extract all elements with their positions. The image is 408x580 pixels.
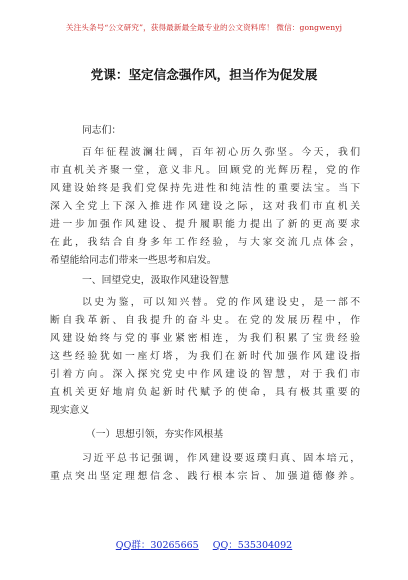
qq-contact-link[interactable]: QQ：535304092 [212,540,293,551]
paragraph-line: 市直机关齐聚一堂，意义非凡。回顾党的光辉历程，党的作 [50,165,360,176]
subsection-heading: （一）思想引领，夯实作风根基 [86,429,224,440]
salutation: 同志们： [82,125,122,136]
paragraph-line: 风建设始终是我们党保持先进性和纯洁性的重要法宝。当下 [50,183,360,194]
paragraph-line: 进一步加强作风建设、提升履职能力提出了新的更高要求 [50,219,360,230]
paragraph-line: 在此，我结合自身多年工作经验，与大家交流几点体会， [50,237,360,248]
paragraph-line: 习近平总书记强调，作风建设要返璞归真、固本培元， [82,453,360,464]
paragraph-line: 以史为鉴，可以知兴替。党的作风建设史，是一部不 [82,297,360,308]
paragraph-line: 现实意义 [50,405,90,416]
section-heading: 一、回望党史，汲取作风建设智慧 [82,275,229,286]
paragraph-line: 断自我革新、自我提升的奋斗史。在党的发展历程中，作 [50,315,360,326]
paragraph-line: 希望能给同志们带来一些思考和启发。 [50,255,217,266]
paragraph-line: 重点突出坚定理想信念、践行根本宗旨、加强道德修养。 [50,471,360,482]
header-banner: 关注头条号“公文研究”，获得最新最全最专业的公文资料库！ 微信：gongwenyj [65,23,343,32]
qq-group-link[interactable]: QQ群：30265665 [115,540,199,551]
document-title: 党课：坚定信念强作风，担当作为促发展 [90,67,318,82]
paragraph-line: 百年征程波澜壮阔，百年初心历久弥坚。今天，我们 [82,147,360,158]
footer-contact [0,537,408,551]
paragraph-line: 这些经验犹如一座灯塔，为我们在新时代加强作风建设指 [50,351,360,362]
paragraph-line: 直机关更好地肩负起新时代赋予的使命，具有极其重要的 [50,387,360,398]
paragraph-line: 深入全党上下深入推进作风建设之际，这对我们市直机关 [50,201,360,212]
paragraph-line: 风建设始终与党的事业紧密相连，为我们积累了宝贵经验 [50,333,360,344]
paragraph-line: 引着方向。深入探究党史中作风建设的智慧，对于我们市 [50,369,360,380]
